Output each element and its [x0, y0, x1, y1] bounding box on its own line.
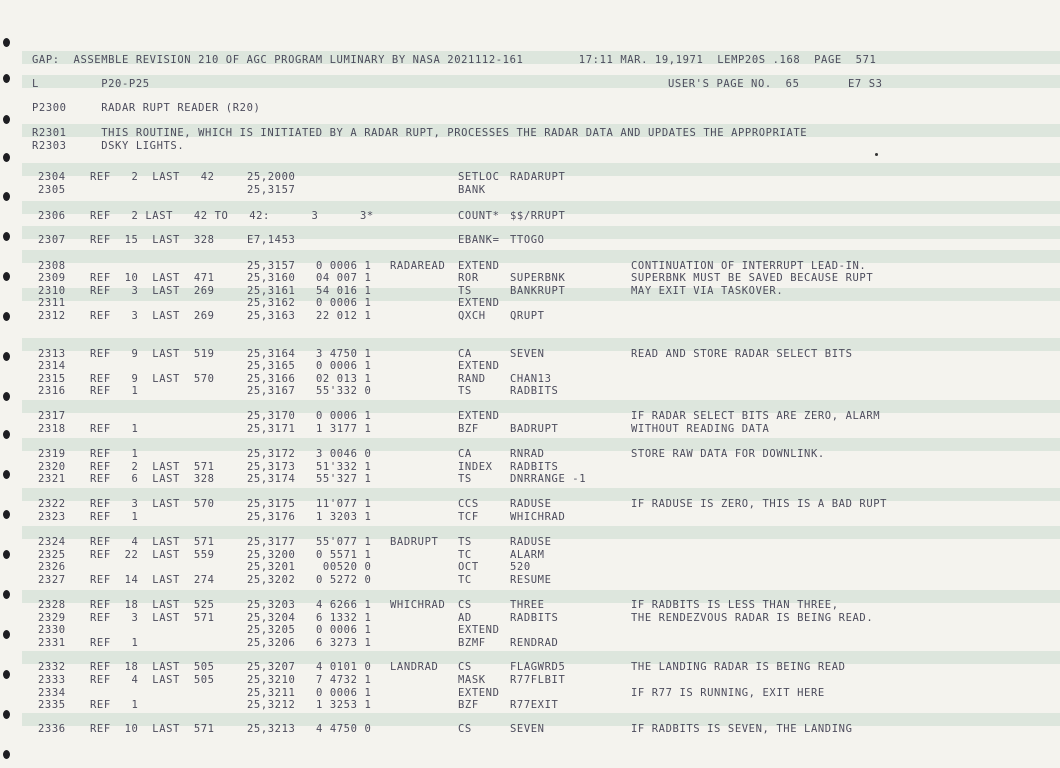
address: 25,3205: [247, 624, 296, 636]
line-number: 2319: [38, 448, 66, 460]
address: 25,3211: [247, 687, 296, 699]
ref-info: REF 1: [90, 699, 139, 711]
operand: RADBITS: [510, 385, 559, 397]
octal-code: 00520 0: [316, 561, 372, 573]
address: E7,1453: [247, 234, 296, 246]
operand: RADUSE: [510, 498, 552, 510]
line-number: 2320: [38, 461, 66, 473]
routine-description-cont: R2303 DSKY LIGHTS.: [32, 140, 185, 152]
address: 25,3163: [247, 310, 296, 322]
ref-info: REF 15 LAST 328: [90, 234, 215, 246]
comment: THE RENDEZVOUS RADAR IS BEING READ.: [631, 612, 874, 624]
address: 25,3165: [247, 360, 296, 372]
tractor-feed-hole: [3, 630, 10, 639]
tractor-feed-hole: [3, 470, 10, 479]
tractor-feed-hole: [3, 590, 10, 599]
opcode: TC: [458, 574, 472, 586]
tractor-feed-hole: [3, 670, 10, 679]
octal-code: 0 0006 1: [316, 687, 372, 699]
comment: IF R77 IS RUNNING, EXIT HERE: [631, 687, 825, 699]
ink-speck: [875, 153, 878, 156]
address: 25,3207: [247, 661, 296, 673]
comment: WITHOUT READING DATA: [631, 423, 770, 435]
line-number: 2326: [38, 561, 66, 573]
symbol-label: BADRUPT: [390, 536, 439, 548]
octal-code: 6 3273 1: [316, 637, 372, 649]
symbol-label: RADAREAD: [390, 260, 446, 272]
ref-info: REF 9 LAST 570: [90, 373, 215, 385]
ref-info: REF 10 LAST 571: [90, 723, 215, 735]
address: 25,3212: [247, 699, 296, 711]
address: 25,3202: [247, 574, 296, 586]
address: 25,3200: [247, 549, 296, 561]
line-number: 2321: [38, 473, 66, 485]
operand: THREE: [510, 599, 545, 611]
operand: SEVEN: [510, 348, 545, 360]
comment: STORE RAW DATA FOR DOWNLINK.: [631, 448, 825, 460]
operand: SUPERBNK: [510, 272, 566, 284]
ref-info: REF 1: [90, 423, 139, 435]
tractor-feed-hole: [3, 74, 10, 83]
comment: SUPERBNK MUST BE SAVED BECAUSE RUPT: [631, 272, 874, 284]
line-number: 2323: [38, 511, 66, 523]
symbol-label: WHICHRAD: [390, 599, 446, 611]
opcode: INDEX: [458, 461, 493, 473]
comment: IF RADUSE IS ZERO, THIS IS A BAD RUPT: [631, 498, 888, 510]
address: 25,3157: [247, 184, 296, 196]
opcode: RAND: [458, 373, 486, 385]
address: 25,3174: [247, 473, 296, 485]
line-number: 2333: [38, 674, 66, 686]
address: 25,3170: [247, 410, 296, 422]
tractor-feed-hole: [3, 115, 10, 124]
tractor-feed-hole: [3, 272, 10, 281]
address: 25,3203: [247, 599, 296, 611]
line-number: 2310: [38, 285, 66, 297]
opcode: BANK: [458, 184, 486, 196]
opcode: CA: [458, 348, 472, 360]
octal-code: 55'077 1: [316, 536, 372, 548]
address: 25,3171: [247, 423, 296, 435]
greenbar-stripe: [22, 250, 1060, 263]
opcode: BZF: [458, 423, 479, 435]
tractor-feed-hole: [3, 312, 10, 321]
octal-code: 55'332 0: [316, 385, 372, 397]
octal-code: 3 0046 0: [316, 448, 372, 460]
line-number: 2329: [38, 612, 66, 624]
octal-code: 6 1332 1: [316, 612, 372, 624]
line-number: 2327: [38, 574, 66, 586]
octal-code: 0 0006 1: [316, 360, 372, 372]
tractor-feed-hole: [3, 550, 10, 559]
operand: ALARM: [510, 549, 545, 561]
octal-code: 0 0006 1: [316, 260, 372, 272]
opcode: BZMF: [458, 637, 486, 649]
opcode: CS: [458, 599, 472, 611]
ref-info: REF 18 LAST 525: [90, 599, 215, 611]
octal-code: 0 5272 0: [316, 574, 372, 586]
ref-info: REF 2 LAST 42: [90, 171, 215, 183]
line-number: 2315: [38, 373, 66, 385]
line-number: 2335: [38, 699, 66, 711]
octal-code: 0 0006 1: [316, 297, 372, 309]
opcode: EXTEND: [458, 260, 500, 272]
operand: TTOGO: [510, 234, 545, 246]
ref-info: REF 18 LAST 505: [90, 661, 215, 673]
operand: R77FLBIT: [510, 674, 566, 686]
comment: CONTINUATION OF INTERRUPT LEAD-IN.: [631, 260, 867, 272]
ref-info: REF 6 LAST 328: [90, 473, 215, 485]
octal-code: 22 012 1: [316, 310, 372, 322]
opcode: EXTEND: [458, 624, 500, 636]
tractor-feed-hole: [3, 510, 10, 519]
opcode: ROR: [458, 272, 479, 284]
octal-code: 4 4750 0: [316, 723, 372, 735]
opcode: EBANK=: [458, 234, 500, 246]
line-number: 2336: [38, 723, 66, 735]
operand: RESUME: [510, 574, 552, 586]
line-number: 2331: [38, 637, 66, 649]
octal-code: 1 3253 1: [316, 699, 372, 711]
header-line: GAP: ASSEMBLE REVISION 210 OF AGC PROGRAM LUMINARY BY NASA 2021112-161 17:11 MAR. 19,1971 LEMP20S .168 PAGE 571: [32, 54, 877, 66]
octal-code: 55'327 1: [316, 473, 372, 485]
opcode: EXTEND: [458, 297, 500, 309]
address: 25,3172: [247, 448, 296, 460]
ref-info: REF 2 LAST 42 TO 42: 3 3*: [90, 210, 374, 222]
tractor-feed-hole: [3, 430, 10, 439]
ref-info: REF 4 LAST 571: [90, 536, 215, 548]
opcode: OCT: [458, 561, 479, 573]
octal-code: 3 4750 1: [316, 348, 372, 360]
octal-code: 04 007 1: [316, 272, 372, 284]
operand: RADUSE: [510, 536, 552, 548]
line-number: 2324: [38, 536, 66, 548]
operand: BADRUPT: [510, 423, 559, 435]
symbol-label: LANDRAD: [390, 661, 439, 673]
opcode: CS: [458, 661, 472, 673]
comment: IF RADBITS IS LESS THAN THREE,: [631, 599, 839, 611]
octal-code: 0 0006 1: [316, 410, 372, 422]
line-number: 2328: [38, 599, 66, 611]
routine-title: P2300 RADAR RUPT READER (R20): [32, 102, 261, 114]
octal-code: 1 3203 1: [316, 511, 372, 523]
octal-code: 11'077 1: [316, 498, 372, 510]
operand: RADARUPT: [510, 171, 566, 183]
line-number: 2332: [38, 661, 66, 673]
ref-info: REF 3 LAST 269: [90, 310, 215, 322]
tractor-feed-hole: [3, 750, 10, 759]
octal-code: 54 016 1: [316, 285, 372, 297]
octal-code: 51'332 1: [316, 461, 372, 473]
address: 25,3201: [247, 561, 296, 573]
tractor-feed-hole: [3, 232, 10, 241]
ref-info: REF 2 LAST 571: [90, 461, 215, 473]
line-number: 2322: [38, 498, 66, 510]
operand: BANKRUPT: [510, 285, 566, 297]
address: 25,3206: [247, 637, 296, 649]
line-number: 2316: [38, 385, 66, 397]
address: 25,3204: [247, 612, 296, 624]
tractor-feed-hole: [3, 153, 10, 162]
line-number: 2311: [38, 297, 66, 309]
address: 25,3162: [247, 297, 296, 309]
opcode: MASK: [458, 674, 486, 686]
line-number: 2334: [38, 687, 66, 699]
operand: CHAN13: [510, 373, 552, 385]
octal-code: 7 4732 1: [316, 674, 372, 686]
operand: RNRAD: [510, 448, 545, 460]
opcode: EXTEND: [458, 687, 500, 699]
operand: QRUPT: [510, 310, 545, 322]
opcode: CA: [458, 448, 472, 460]
operand: SEVEN: [510, 723, 545, 735]
opcode: COUNT*: [458, 210, 500, 222]
greenbar-stripe: [22, 75, 1060, 88]
address: 25,3177: [247, 536, 296, 548]
opcode: TCF: [458, 511, 479, 523]
comment: READ AND STORE RADAR SELECT BITS: [631, 348, 853, 360]
user-page-number: USER'S PAGE NO. 65 E7 S3: [668, 78, 883, 90]
address: 25,3157: [247, 260, 296, 272]
ref-info: REF 3 LAST 269: [90, 285, 215, 297]
address: 25,3210: [247, 674, 296, 686]
tractor-feed-hole: [3, 192, 10, 201]
ref-info: REF 22 LAST 559: [90, 549, 215, 561]
operand: R77EXIT: [510, 699, 559, 711]
tractor-feed-hole: [3, 38, 10, 47]
ref-info: REF 1: [90, 511, 139, 523]
address: 25,3161: [247, 285, 296, 297]
opcode: EXTEND: [458, 360, 500, 372]
ref-info: REF 1: [90, 448, 139, 460]
address: 25,3173: [247, 461, 296, 473]
opcode: QXCH: [458, 310, 486, 322]
line-number: 2307: [38, 234, 66, 246]
line-number: 2305: [38, 184, 66, 196]
operand: FLAGWRD5: [510, 661, 566, 673]
address: 25,2000: [247, 171, 296, 183]
address: 25,3160: [247, 272, 296, 284]
address: 25,3176: [247, 511, 296, 523]
operand: DNRRANGE -1: [510, 473, 587, 485]
operand: 520: [510, 561, 531, 573]
opcode: TS: [458, 473, 472, 485]
address: 25,3166: [247, 373, 296, 385]
opcode: TS: [458, 385, 472, 397]
opcode: TS: [458, 285, 472, 297]
address: 25,3213: [247, 723, 296, 735]
line-number: 2318: [38, 423, 66, 435]
ref-info: REF 9 LAST 519: [90, 348, 215, 360]
line-number: 2325: [38, 549, 66, 561]
operand: RADBITS: [510, 461, 559, 473]
address: 25,3167: [247, 385, 296, 397]
opcode: EXTEND: [458, 410, 500, 422]
comment: IF RADBITS IS SEVEN, THE LANDING: [631, 723, 853, 735]
ref-info: REF 1: [90, 385, 139, 397]
line-number: 2308: [38, 260, 66, 272]
line-number: 2313: [38, 348, 66, 360]
opcode: TC: [458, 549, 472, 561]
operand: $$/RRUPT: [510, 210, 566, 222]
routine-description: R2301 THIS ROUTINE, WHICH IS INITIATED BY A RADAR RUPT, PROCESSES THE RADAR DATA AND UPDATES THE APPROPRIATE: [32, 127, 808, 139]
tractor-feed-hole: [3, 392, 10, 401]
octal-code: 4 0101 0: [316, 661, 372, 673]
ref-info: REF 14 LAST 274: [90, 574, 215, 586]
line-number: 2309: [38, 272, 66, 284]
line-number: 2330: [38, 624, 66, 636]
line-number: 2306: [38, 210, 66, 222]
line-number: 2312: [38, 310, 66, 322]
comment: IF RADAR SELECT BITS ARE ZERO, ALARM: [631, 410, 881, 422]
octal-code: 0 5571 1: [316, 549, 372, 561]
operand: RADBITS: [510, 612, 559, 624]
tractor-feed-hole: [3, 710, 10, 719]
opcode: TS: [458, 536, 472, 548]
ref-info: REF 4 LAST 505: [90, 674, 215, 686]
tractor-feed-hole: [3, 352, 10, 361]
octal-code: 1 3177 1: [316, 423, 372, 435]
opcode: BZF: [458, 699, 479, 711]
opcode: AD: [458, 612, 472, 624]
opcode: SETLOC: [458, 171, 500, 183]
opcode: CS: [458, 723, 472, 735]
section-line: L P20-P25: [32, 78, 150, 90]
octal-code: 02 013 1: [316, 373, 372, 385]
comment: MAY EXIT VIA TASKOVER.: [631, 285, 784, 297]
ref-info: REF 10 LAST 471: [90, 272, 215, 284]
ref-info: REF 1: [90, 637, 139, 649]
ref-info: REF 3 LAST 571: [90, 612, 215, 624]
line-number: 2304: [38, 171, 66, 183]
operand: WHICHRAD: [510, 511, 566, 523]
opcode: CCS: [458, 498, 479, 510]
operand: RENDRAD: [510, 637, 559, 649]
comment: THE LANDING RADAR IS BEING READ: [631, 661, 846, 673]
octal-code: 4 6266 1: [316, 599, 372, 611]
address: 25,3175: [247, 498, 296, 510]
line-number: 2314: [38, 360, 66, 372]
line-number: 2317: [38, 410, 66, 422]
ref-info: REF 3 LAST 570: [90, 498, 215, 510]
greenbar-stripe: [22, 400, 1060, 413]
octal-code: 0 0006 1: [316, 624, 372, 636]
address: 25,3164: [247, 348, 296, 360]
